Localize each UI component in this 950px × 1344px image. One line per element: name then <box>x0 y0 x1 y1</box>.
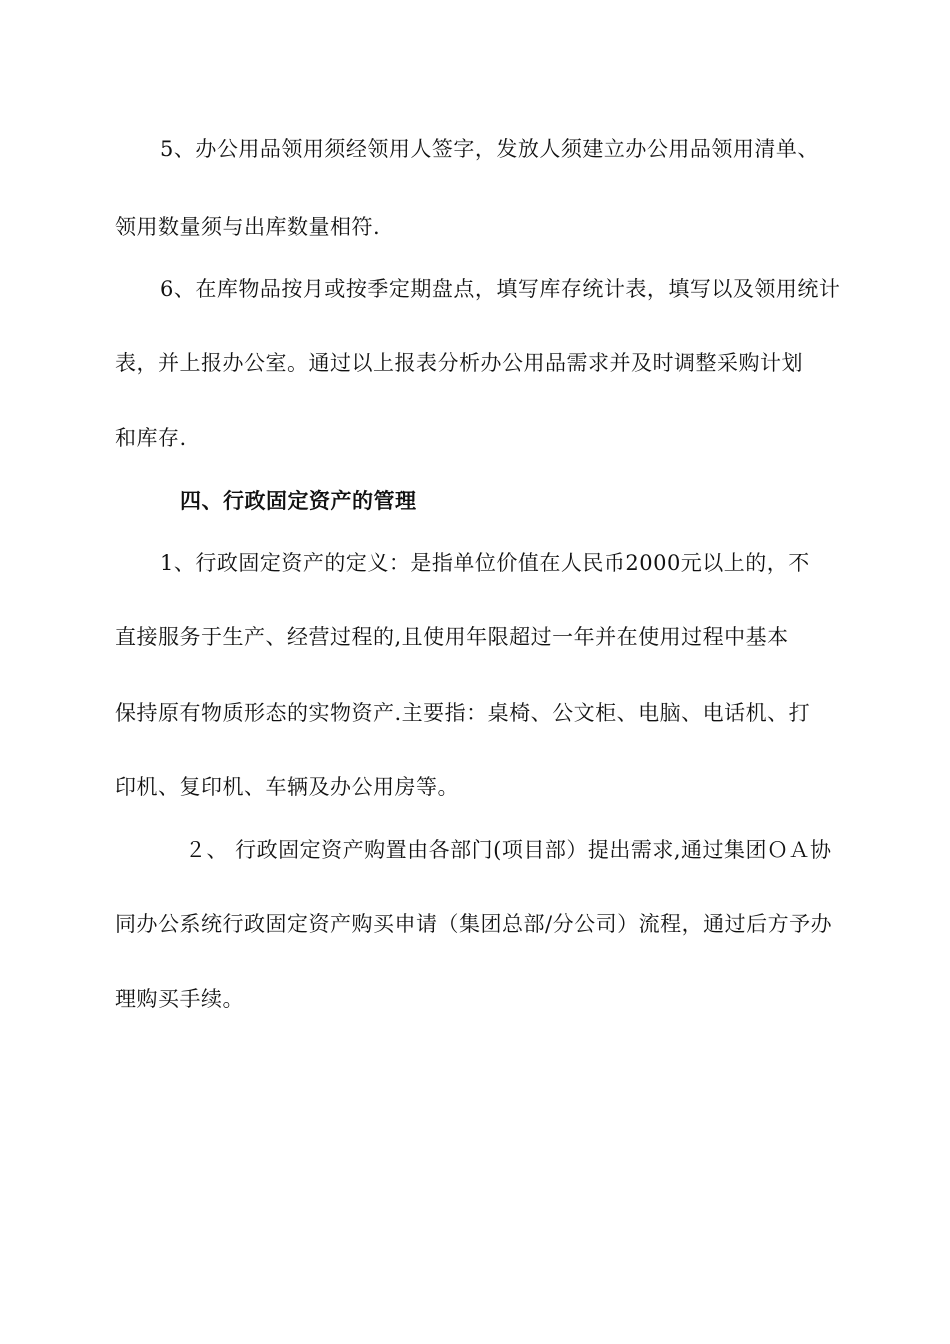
paragraph-line: ２、 行政固定资产购置由各部门(项目部）提出需求,通过集团ＯＡ协 <box>185 838 832 862</box>
paragraph-line: 和库存. <box>115 426 187 450</box>
paragraph-line: 领用数量须与出库数量相符. <box>115 215 381 239</box>
paragraph-line: 表，并上报办公室。通过以上报表分析办公用品需求并及时调整采购计划 <box>115 351 803 375</box>
paragraph-line: 印机、复印机、车辆及办公用房等。 <box>115 775 459 799</box>
paragraph-line: 1、行政固定资产的定义：是指单位价值在人民币2000元以上的，不 <box>160 551 810 575</box>
paragraph-line: 6、在库物品按月或按季定期盘点，填写库存统计表，填写以及领用统计 <box>160 277 841 301</box>
paragraph-line: 理购买手续。 <box>115 987 244 1011</box>
paragraph-line: 同办公系统行政固定资产购买申请（集团总部/分公司）流程，通过后方予办 <box>115 912 833 936</box>
section-heading: 四、行政固定资产的管理 <box>180 489 417 513</box>
paragraph-line: 保持原有物质形态的实物资产.主要指：桌椅、公文柜、电脑、电话机、打 <box>115 701 811 725</box>
paragraph-line: 5、办公用品领用须经领用人签字，发放人须建立办公用品领用清单、 <box>160 137 819 161</box>
paragraph-line: 直接服务于生产、经营过程的,且使用年限超过一年并在使用过程中基本 <box>115 625 789 649</box>
